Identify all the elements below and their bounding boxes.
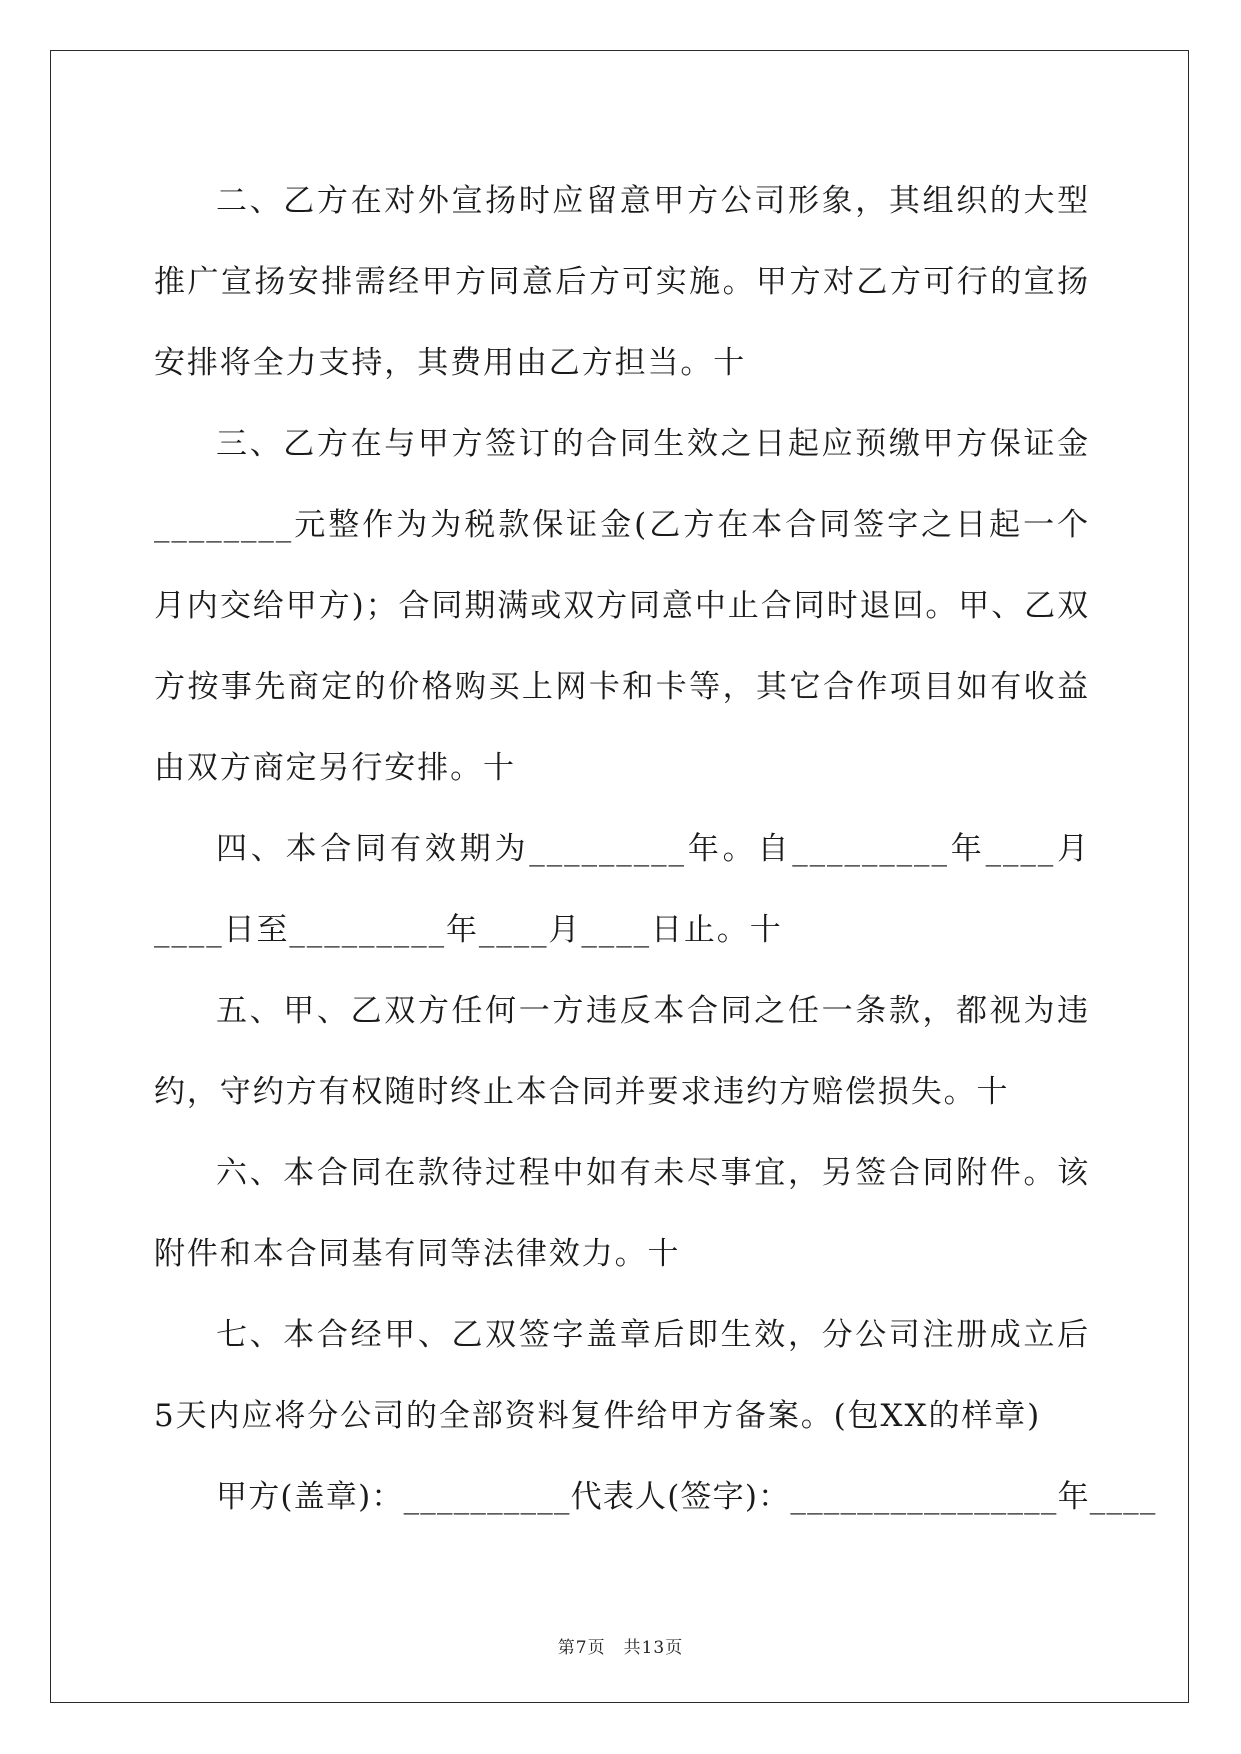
signature-line: 甲方(盖章)：__________代表人(签字)：________________年____ [216,1479,1157,1515]
clause-5: 五、甲、乙双方任何一方违反本合同之任一条款，都视为违约，守约方有权随时终止本合同并要求违约方赔偿损失。十 [154,993,1090,1110]
document-body [154,161,1157,1538]
clause-6: 六、本合同在款待过程中如有未尽事宜，另签合同附件。该附件和本合同基有同等法律效力。十 [154,1155,1090,1272]
page-number: 第7页 共13页 [557,1638,684,1658]
clause-7: 七、本合经甲、乙双签字盖章后即生效，分公司注册成立后5天内应将分公司的全部资料复件给甲方备案。(包XX的样章) [154,1317,1090,1434]
clause-2: 二、乙方在对外宣扬时应留意甲方公司形象，其组织的大型推广宣扬安排需经甲方同意后方可实施。甲方对乙方可行的宣扬安排将全力支持，其费用由乙方担当。十 [154,183,1090,381]
clause-3: 三、乙方在与甲方签订的合同生效之日起应预缴甲方保证金________元整作为为税款保证金(乙方在本合同签字之日起一个月内交给甲方)；合同期满或双方同意中止合同时退回。甲、乙双方按事先商定的价格购买上网卡和卡等，其它合作项目如有收益由双方商定另行安排。十 [154,426,1090,786]
clause-4: 四、本合同有效期为_________年。自_________年____月____日至_________年____月____日止。十 [154,831,1090,948]
